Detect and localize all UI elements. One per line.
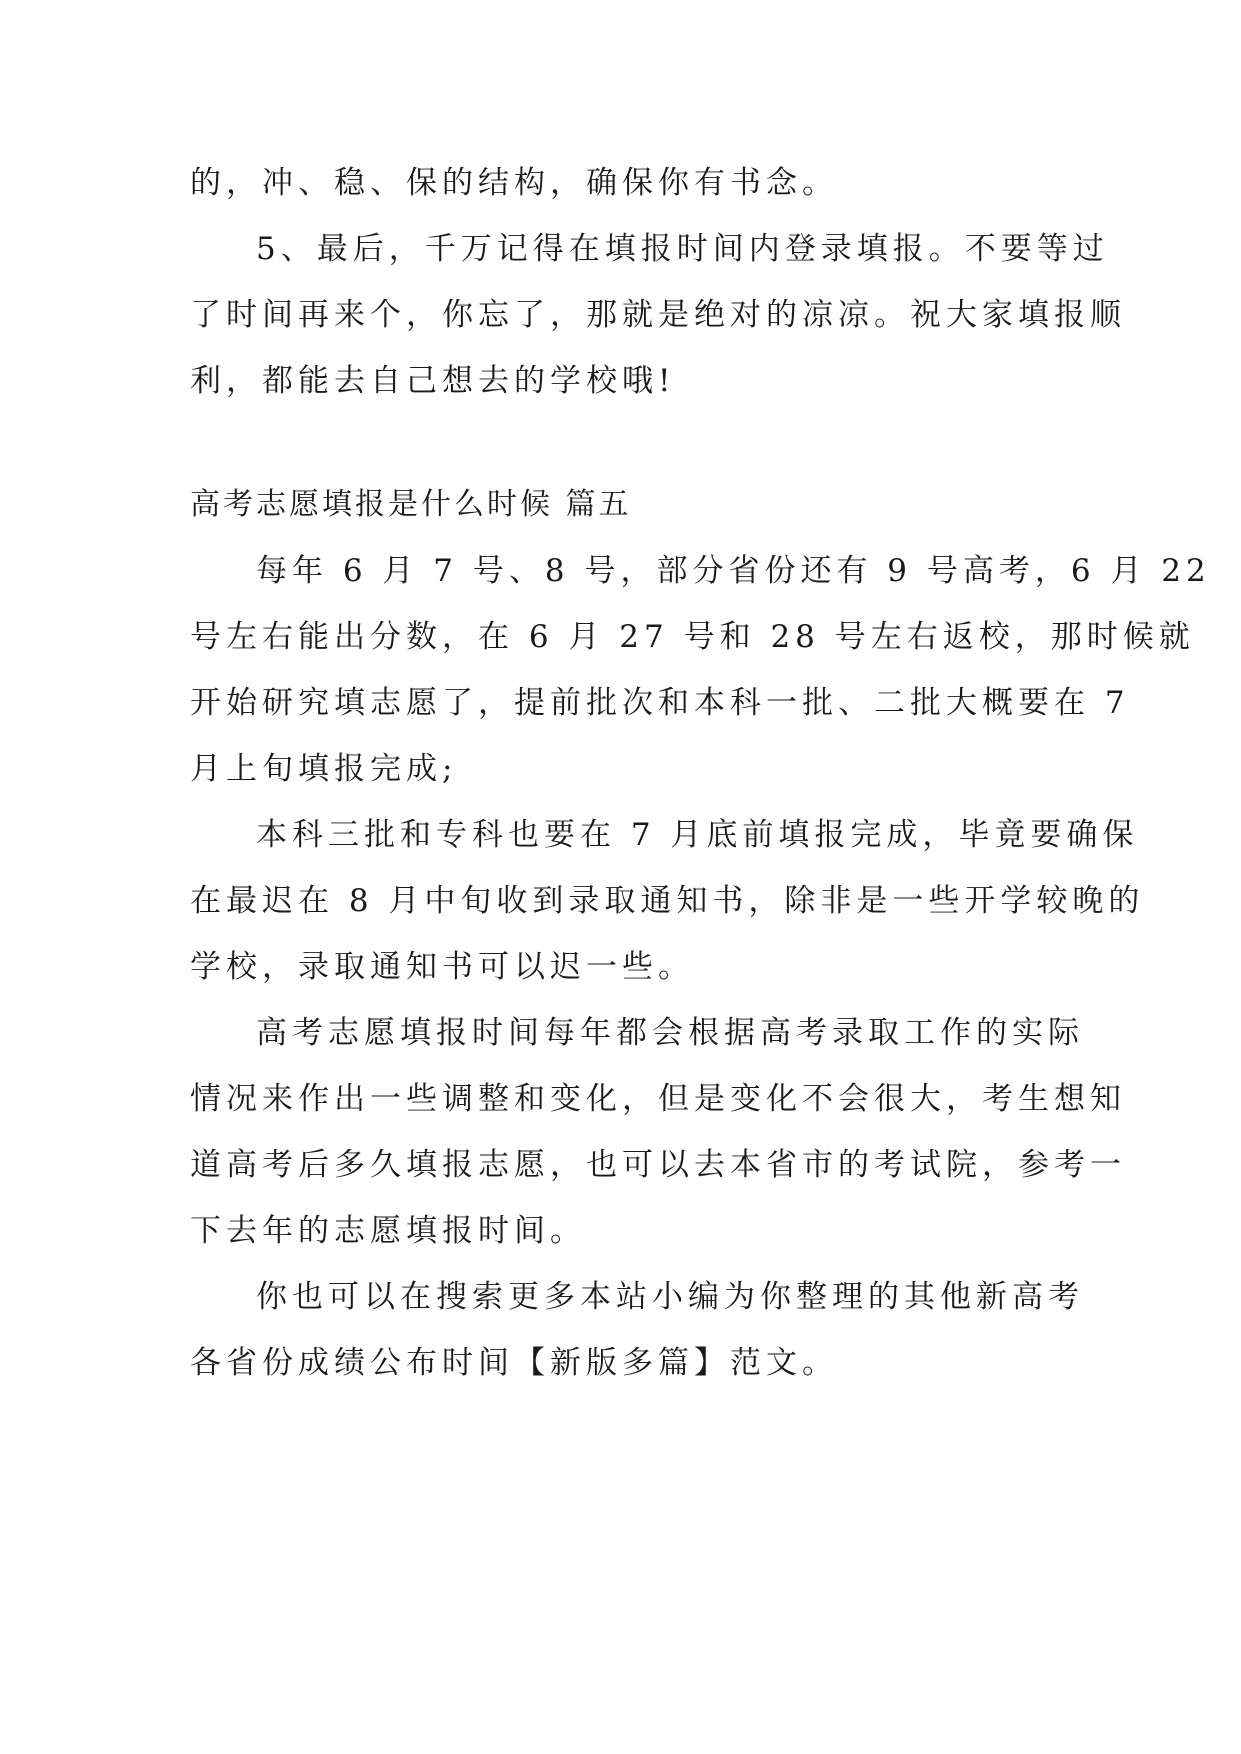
text-line: 各省份成绩公布时间【新版多篇】范文。 [190,1345,838,1381]
paragraph-5 [190,216,1126,414]
text-line: 学校，录取通知书可以迟一些。 [190,949,694,985]
paragraph-adjustments [190,1000,1126,1264]
text-line: 下去年的志愿填报时间。 [190,1213,586,1249]
text-line: 利，都能去自己想去的学校哦! [190,363,676,399]
text-line: 5、最后，千万记得在填报时间内登录填报。不要等过 [256,231,1109,267]
text-line: 本科三批和专科也要在 7 月底前填报完成，毕竟要确保 [256,817,1139,853]
paragraph-closing [190,1264,1084,1396]
paragraph-continued [190,150,1048,216]
text-line: 月上旬填报完成; [190,751,458,787]
text-line: 号左右能出分数，在 6 月 27 号和 28 号左右返校，那时候就 [190,619,1195,655]
text-line: 每年 6 月 7 号、8 号，部分省份还有 9 号高考，6 月 22 [256,553,1211,589]
text-line: 在最迟在 8 月中旬收到录取通知书，除非是一些开学较晚的 [190,883,1145,919]
text-line: 道高考后多久填报志愿，也可以去本省市的考试院，参考一 [190,1147,1126,1183]
text-line: 开始研究填志愿了，提前批次和本科一批、二批大概要在 7 [190,685,1130,721]
section-heading: 高考志愿填报是什么时候 篇五 [190,487,632,522]
document-page [190,150,1211,1396]
text-line: 的，冲、稳、保的结构，确保你有书念。 [190,165,838,201]
paragraph-third-batch [190,802,1145,1000]
text-line: 你也可以在搜索更多本站小编为你整理的其他新高考 [256,1279,1084,1315]
text-line: 高考志愿填报时间每年都会根据高考录取工作的实际 [256,1015,1084,1051]
paragraph-exam-dates [190,538,1211,802]
text-line: 了时间再来个，你忘了，那就是绝对的凉凉。祝大家填报顺 [190,297,1126,333]
text-line: 情况来作出一些调整和变化，但是变化不会很大，考生想知 [190,1081,1126,1117]
